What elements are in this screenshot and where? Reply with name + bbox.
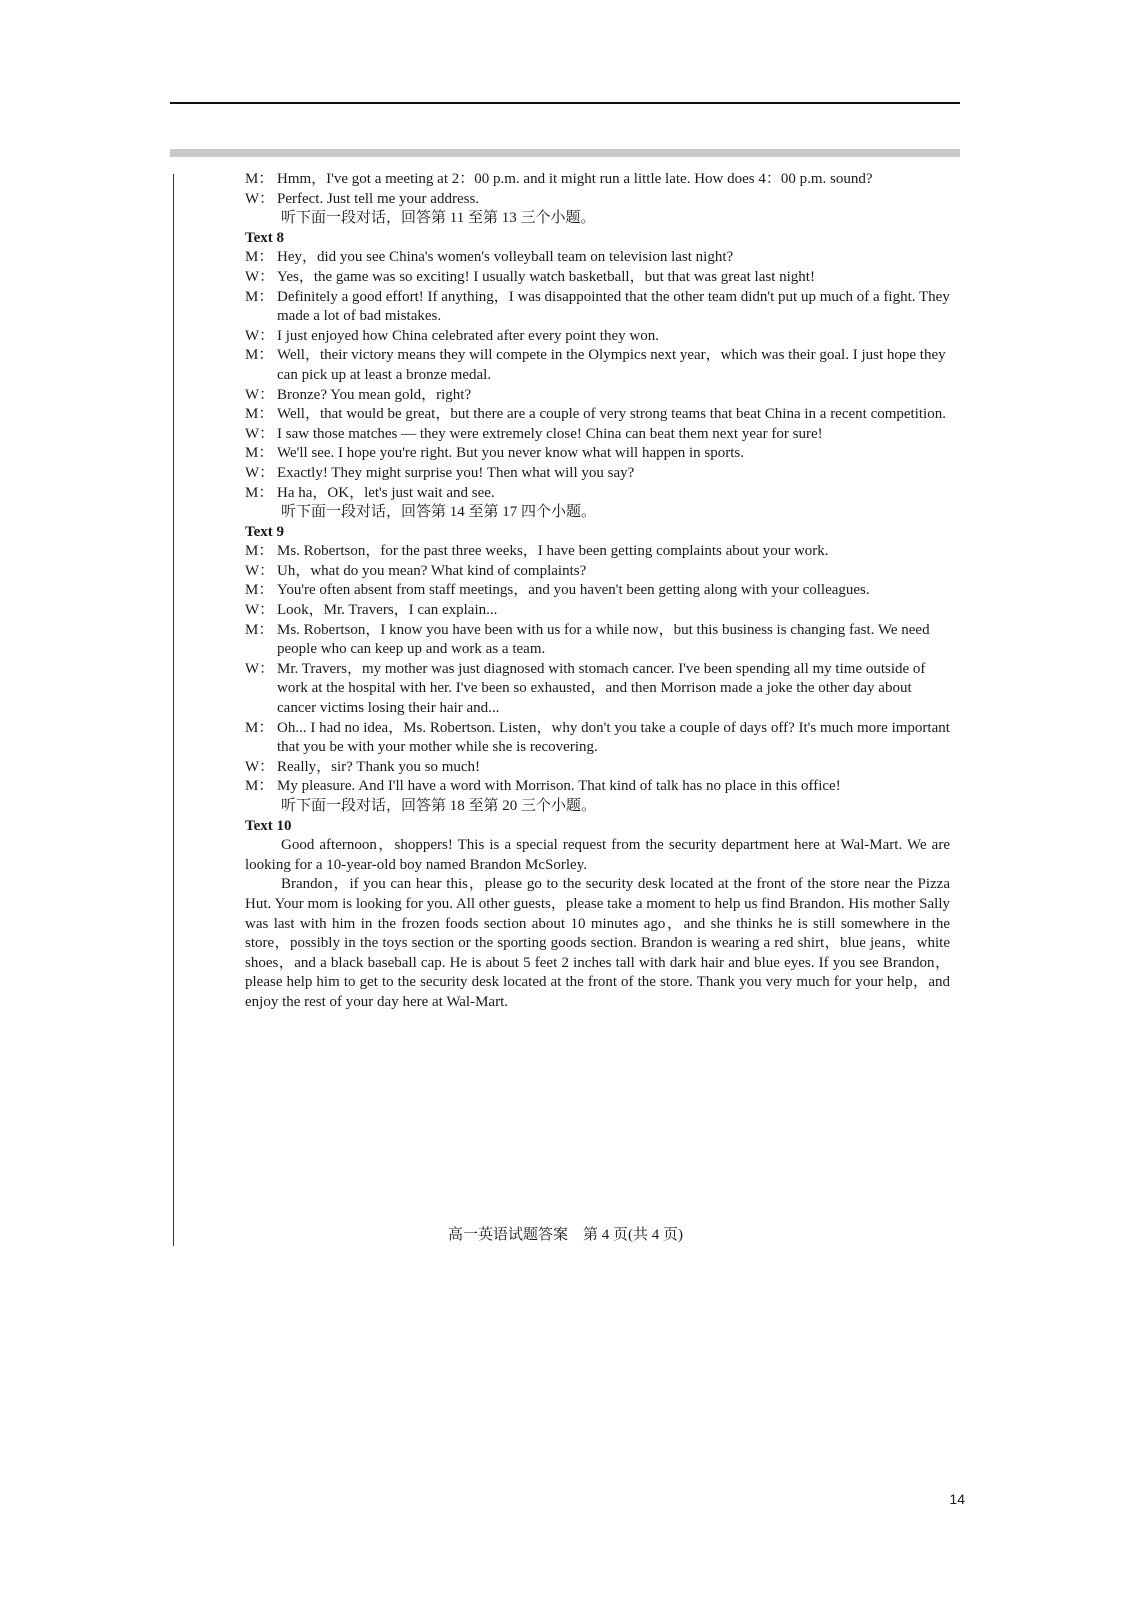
dialog-line — [245, 719, 950, 758]
speaker-label: M： — [245, 582, 274, 599]
speaker-label: W： — [245, 268, 275, 285]
section-instruction: 听下面一段对话，回答第 14 至第 17 四个小题。 — [281, 504, 597, 521]
speaker-label: W： — [245, 562, 275, 579]
dialog-text: You're often absent from staff meetings，and you haven't been getting along with your colleagues. — [277, 582, 870, 599]
dialog-line — [245, 327, 950, 347]
speaker-label: W： — [245, 602, 275, 619]
speaker-label: M： — [245, 719, 274, 736]
section-heading: Text 9 — [245, 523, 285, 540]
margin-rule — [173, 174, 174, 1246]
dialog-text: Uh，what do you mean? What kind of complaints? — [277, 562, 587, 579]
dialog-text: Mr. Travers，my mother was just diagnosed with stomach cancer. I've been spending all my time outside of work at the hospital with her. I've been so exhausted，and then Morrison made a joke the other day about cancer victims losing their hair and... — [277, 660, 926, 717]
speaker-label: M： — [245, 484, 274, 501]
dialog-line — [245, 601, 950, 621]
dialog-text: Exactly! They might surprise you! Then what will you say? — [277, 464, 635, 481]
dialog-text: Really，sir? Thank you so much! — [277, 758, 481, 775]
section-heading: Text 10 — [245, 817, 292, 834]
dialog-line — [245, 621, 950, 660]
page-footer: 高一英语试题答案 第 4 页(共 4 页) — [448, 1227, 683, 1243]
top-rule — [170, 102, 960, 104]
dialog-text: I saw those matches — they were extremely close! China can beat them next year for sure! — [277, 425, 823, 442]
dialog-line — [245, 542, 950, 562]
speaker-label: W： — [245, 386, 275, 403]
speaker-label: W： — [245, 758, 275, 775]
dialog-text: Ms. Robertson，for the past three weeks，I have been getting complaints about your work. — [277, 543, 829, 560]
speaker-label: W： — [245, 425, 275, 442]
dialog-text: Yes，the game was so exciting! I usually watch basketball，but that was great last night! — [277, 268, 815, 285]
dialog-line — [245, 660, 950, 719]
speaker-label: M： — [245, 406, 274, 423]
dialog-text: Look，Mr. Travers，I can explain... — [277, 602, 498, 619]
dialog-text: My pleasure. And I'll have a word with Morrison. That kind of talk has no place in this office! — [277, 778, 841, 795]
page-number: 14 — [949, 1491, 965, 1507]
dialog-text: Ha ha，OK，let's just wait and see. — [277, 484, 495, 501]
speaker-label: M： — [245, 347, 274, 364]
dialog-text: Oh... I had no idea，Ms. Robertson. Listen，why don't you take a couple of days off? It's much more important that you be with your mother while she is recovering. — [277, 719, 950, 756]
dialog-line — [245, 484, 950, 504]
speaker-label: W： — [245, 660, 275, 677]
speaker-label: M： — [245, 621, 274, 638]
dialog-line — [245, 405, 950, 425]
speaker-label: W： — [245, 327, 275, 344]
speaker-label: M： — [245, 445, 274, 462]
speaker-label: W： — [245, 464, 275, 481]
dialog-text: Definitely a good effort! If anything，I was disappointed that the other team didn't put up much of a fight. They made a lot of bad mistakes. — [277, 288, 950, 325]
dialog-line — [245, 777, 950, 797]
dialog-line — [245, 425, 950, 445]
paragraph: Good afternoon，shoppers! This is a special request from the security department here at Wal-Mart. We are looking for a 10-year-old boy named Brandon McSorley. — [245, 837, 950, 873]
dialog-text: We'll see. I hope you're right. But you never know what will happen in sports. — [277, 445, 745, 462]
dialog-line — [245, 758, 950, 778]
header-band — [170, 149, 960, 157]
dialog-text: Bronze? You mean gold，right? — [277, 386, 472, 403]
speaker-label: M： — [245, 543, 274, 560]
dialog-line — [245, 170, 950, 190]
section-instruction: 听下面一段对话，回答第 11 至第 13 三个小题。 — [281, 210, 596, 227]
dialog-text: Hmm，I've got a meeting at 2：00 p.m. and it might run a little late. How does 4：00 p.m. sound? — [277, 171, 873, 187]
dialog-line — [245, 562, 950, 582]
speaker-label: M： — [245, 288, 274, 305]
dialog-line — [245, 444, 950, 464]
speaker-label: M： — [245, 778, 274, 795]
dialog-line — [245, 581, 950, 601]
dialog-text: Hey，did you see China's women's volleyball team on television last night? — [277, 249, 734, 266]
dialog-line — [245, 248, 950, 268]
section-heading: Text 8 — [245, 229, 285, 246]
dialog-text: Ms. Robertson，I know you have been with us for a while now，but this business is changing fast. We need people who can keep up and work as a team. — [277, 621, 930, 658]
dialog-line — [245, 346, 950, 385]
speaker-label: M： — [245, 249, 274, 266]
dialog-line — [245, 288, 950, 327]
dialog-text: Well，that would be great，but there are a couple of very strong teams that beat China in a recent competition. — [277, 406, 946, 423]
dialog-line — [245, 268, 950, 288]
dialog-line — [245, 190, 950, 210]
transcript-body — [245, 170, 950, 1013]
paragraph: Brandon，if you can hear this，please go to the security desk located at the front of the store near the Pizza Hut. Your mom is looking for you. All other guests，please take a moment to help us find Brandon. His mother Sally was last with him in the frozen foods section about 10 minutes ago，and she thinks he is still somewhere in the store，possibly in the toys section or the sporting goods section. Brandon is wearing a red shirt，blue jeans，white shoes，and a black baseball cap. He is about 5 feet 2 inches tall with dark hair and blue eyes. If you see Brandon，please help him to get to the security desk located at the front of the store. Thank you very much for your help，and enjoy the rest of your day here at Wal-Mart. — [245, 876, 950, 1010]
speaker-label: W： — [245, 190, 275, 207]
dialog-text: I just enjoyed how China celebrated after every point they won. — [277, 327, 659, 344]
section-instruction: 听下面一段对话，回答第 18 至第 20 三个小题。 — [281, 798, 597, 814]
dialog-line — [245, 464, 950, 484]
dialog-text: Well，their victory means they will compete in the Olympics next year，which was their goal. I just hope they can pick up at least a bronze medal. — [277, 347, 946, 383]
dialog-line — [245, 386, 950, 406]
dialog-text: Perfect. Just tell me your address. — [277, 190, 480, 207]
speaker-label: M： — [245, 171, 274, 187]
